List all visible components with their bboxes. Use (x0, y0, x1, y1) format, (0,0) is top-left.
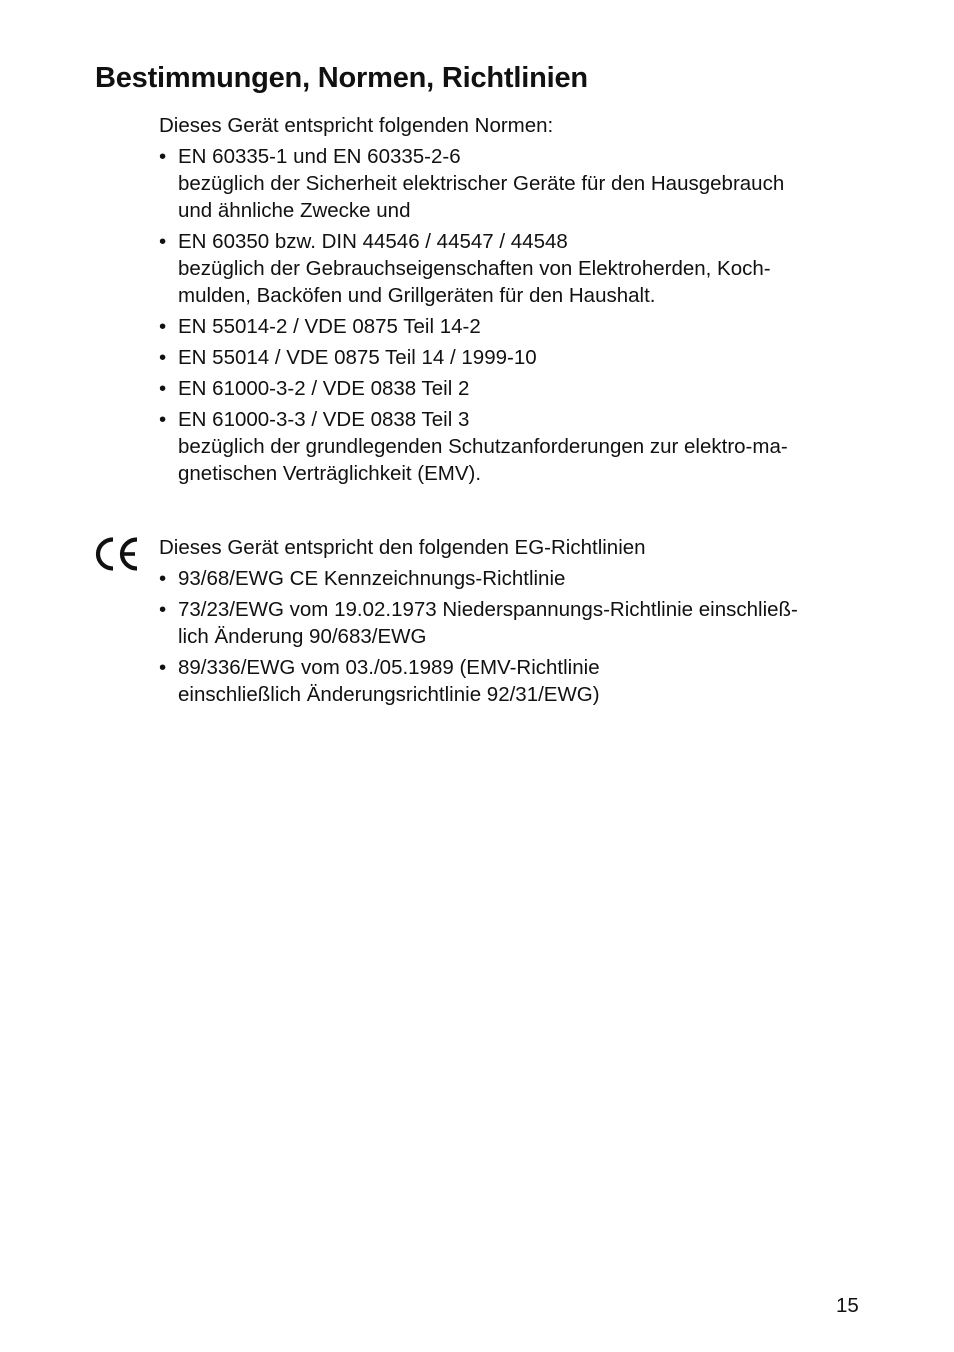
list-item (159, 313, 879, 340)
list-item (159, 143, 879, 224)
bullet-marker: • (159, 408, 167, 431)
list-item-line: EN 55014 / VDE 0875 Teil 14 / 1999-10 (178, 346, 537, 369)
list-item-line: bezüglich der grundlegenden Schutzanforderungen zur elektro-ma- (178, 435, 788, 458)
standards-list (159, 143, 879, 487)
page-number: 15 (836, 1294, 859, 1317)
list-item-line: gnetischen Verträglichkeit (EMV). (178, 462, 482, 485)
list-item (159, 344, 879, 371)
bullet-marker: • (159, 377, 167, 400)
directives-intro: Dieses Gerät entspricht den folgenden EG-Richtlinien (159, 536, 646, 559)
directives-list (159, 565, 879, 708)
list-item-line: bezüglich der Gebrauchseigenschaften von Elektroherden, Koch- (178, 257, 771, 280)
bullet-marker: • (159, 567, 167, 590)
directives-section (159, 534, 879, 708)
list-item-line: EN 61000-3-2 / VDE 0838 Teil 2 (178, 377, 470, 400)
list-item (159, 596, 879, 650)
list-item (159, 654, 879, 708)
list-item-line: 73/23/EWG vom 19.02.1973 Niederspannungs-Richtlinie einschließ- (178, 598, 798, 621)
bullet-marker: • (159, 346, 167, 369)
list-item-line: 89/336/EWG vom 03./05.1989 (EMV-Richtlinie (178, 656, 600, 679)
list-item-line: bezüglich der Sicherheit elektrischer Geräte für den Hausgebrauch (178, 172, 785, 195)
ce-mark-icon (94, 536, 140, 572)
standards-intro: Dieses Gerät entspricht folgenden Normen: (159, 114, 554, 137)
bullet-marker: • (159, 315, 167, 338)
list-item-line: EN 55014-2 / VDE 0875 Teil 14-2 (178, 315, 481, 338)
list-item-line: EN 61000-3-3 / VDE 0838 Teil 3 (178, 408, 470, 431)
page-title: Bestimmungen, Normen, Richtlinien (95, 62, 588, 94)
list-item (159, 375, 879, 402)
bullet-marker: • (159, 145, 167, 168)
list-item (159, 228, 879, 309)
bullet-marker: • (159, 598, 167, 621)
bullet-marker: • (159, 230, 167, 253)
bullet-marker: • (159, 656, 167, 679)
list-item-line: einschließlich Änderungsrichtlinie 92/31/EWG) (178, 683, 600, 706)
standards-section (159, 112, 879, 487)
list-item (159, 406, 879, 487)
list-item-line: 93/68/EWG CE Kennzeichnungs-Richtlinie (178, 567, 566, 590)
list-item (159, 565, 879, 592)
list-item-line: EN 60335-1 und EN 60335-2-6 (178, 145, 461, 168)
list-item-line: lich Änderung 90/683/EWG (178, 625, 427, 648)
list-item-line: EN 60350 bzw. DIN 44546 / 44547 / 44548 (178, 230, 568, 253)
list-item-line: mulden, Backöfen und Grillgeräten für den Haushalt. (178, 284, 656, 307)
list-item-line: und ähnliche Zwecke und (178, 199, 411, 222)
